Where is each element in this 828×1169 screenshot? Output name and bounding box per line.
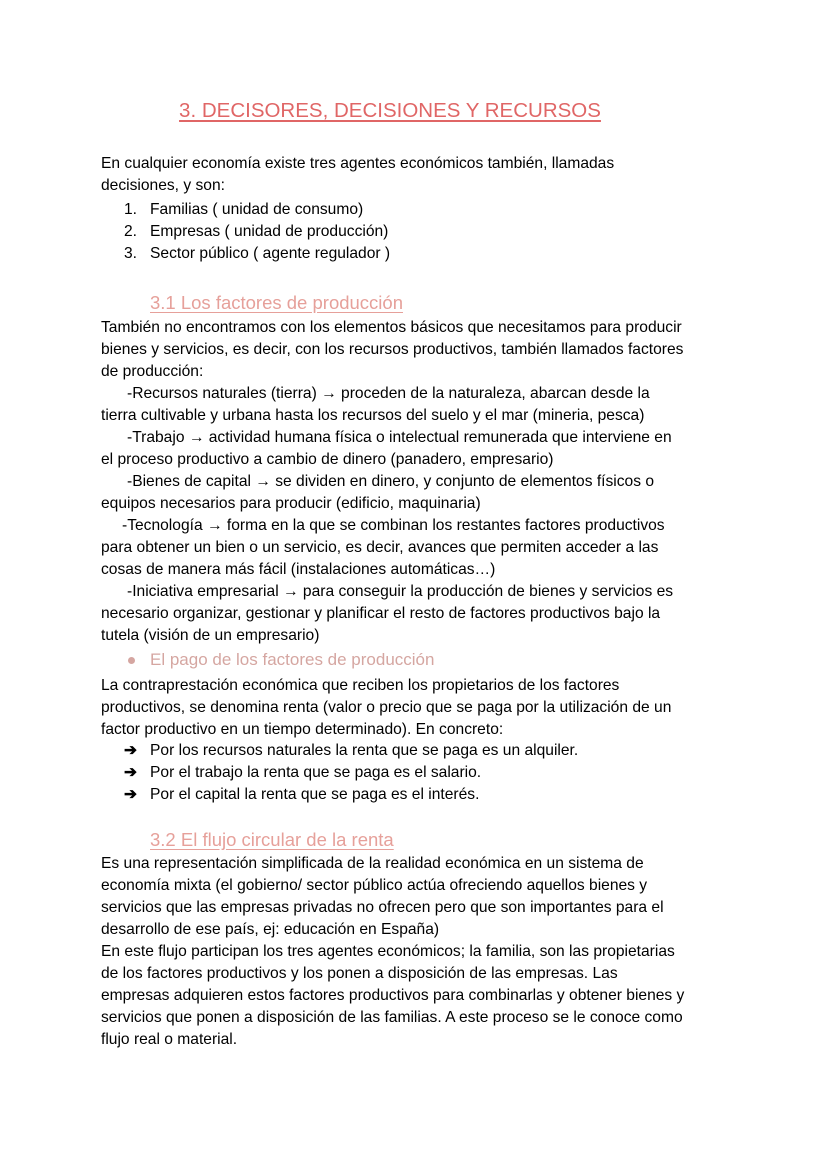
arrow-bullet-icon: ➔ <box>124 764 138 781</box>
paragraph-line: tutela (visión de un empresario) <box>101 627 320 644</box>
paragraph-line: necesario organizar, gestionar y planificar el resto de factores productivos bajo la <box>101 605 661 622</box>
list-number: 3. <box>124 245 138 262</box>
section-heading-flujo: 3.2 El flujo circular de la renta <box>150 829 394 850</box>
paragraph-line: para obtener un bien o un servicio, es decir, avances que permiten acceder a las <box>101 539 659 556</box>
paragraph-line: de producción: <box>101 363 204 380</box>
paragraph-line: servicios que ponen a disposición de las familias. A este proceso se le conoce como <box>101 1009 683 1026</box>
paragraph-line: También no encontramos con los elementos básicos que necesitamos para producir <box>101 319 682 336</box>
list-item: Familias ( unidad de consumo) <box>150 201 364 218</box>
paragraph-line: -Bienes de capital → se dividen en dinero, y conjunto de elementos físicos o <box>127 473 655 490</box>
paragraph-line: equipos necesarios para producir (edificio, maquinaria) <box>101 495 481 512</box>
paragraph-line: economía mixta (el gobierno/ sector público actúa ofreciendo aquellos bienes y <box>101 877 648 894</box>
intro-line: En cualquier economía existe tres agentes económicos también, llamadas <box>101 155 615 172</box>
paragraph-line: flujo real o material. <box>101 1031 238 1048</box>
bullet-heading-pago: El pago de los factores de producción <box>150 650 435 669</box>
arrow-bullet-icon: ➔ <box>124 742 138 759</box>
paragraph-line: -Trabajo → actividad humana física o intelectual remunerada que interviene en <box>127 429 672 446</box>
paragraph-line: tierra cultivable y urbana hasta los recursos del suelo y el mar (mineria, pesca) <box>101 407 645 424</box>
list-number: 2. <box>124 223 138 240</box>
paragraph-line: -Tecnología → forma en la que se combinan los restantes factores productivos <box>122 517 665 534</box>
paragraph-line: de los factores productivos y los ponen a disposición de las empresas. Las <box>101 965 618 982</box>
intro-line: decisiones, y son: <box>101 177 225 194</box>
page-title: 3. DECISORES, DECISIONES Y RECURSOS <box>179 99 601 122</box>
section-heading-factores: 3.1 Los factores de producción <box>150 292 403 313</box>
paragraph-line: productivos, se denomina renta (valor o precio que se paga por la utilización de un <box>101 699 672 716</box>
list-item: Sector público ( agente regulador ) <box>150 245 391 262</box>
paragraph-line: factor productivo en un tiempo determinado). En concreto: <box>101 721 504 738</box>
paragraph-line: -Iniciativa empresarial → para conseguir la producción de bienes y servicios es <box>127 583 674 600</box>
paragraph-line: En este flujo participan los tres agentes económicos; la familia, son las propietarias <box>101 943 675 960</box>
list-number: 1. <box>124 201 138 218</box>
list-item: Empresas ( unidad de producción) <box>150 223 389 240</box>
arrow-list-item: Por los recursos naturales la renta que se paga es un alquiler. <box>150 742 579 759</box>
paragraph-line: -Recursos naturales (tierra) → proceden de la naturaleza, abarcan desde la <box>127 385 650 402</box>
arrow-list-item: Por el capital la renta que se paga es el interés. <box>150 786 480 803</box>
paragraph-line: servicios que las empresas privadas no ofrecen pero que son importantes para el <box>101 899 664 916</box>
bullet-dot-icon <box>128 657 135 664</box>
paragraph-line: Es una representación simplificada de la realidad económica en un sistema de <box>101 855 644 872</box>
paragraph-line: bienes y servicios, es decir, con los recursos productivos, también llamados factores <box>101 341 684 358</box>
paragraph-line: La contraprestación económica que reciben los propietarios de los factores <box>101 677 620 694</box>
paragraph-line: desarrollo de ese país, ej: educación en España) <box>101 921 440 938</box>
paragraph-line: cosas de manera más fácil (instalaciones automáticas…) <box>101 561 496 578</box>
paragraph-line: empresas adquieren estos factores productivos para combinarlas y obtener bienes y <box>101 987 685 1004</box>
arrow-bullet-icon: ➔ <box>124 786 138 803</box>
arrow-list-item: Por el trabajo la renta que se paga es el salario. <box>150 764 482 781</box>
paragraph-line: el proceso productivo a cambio de dinero (panadero, empresario) <box>101 451 554 468</box>
